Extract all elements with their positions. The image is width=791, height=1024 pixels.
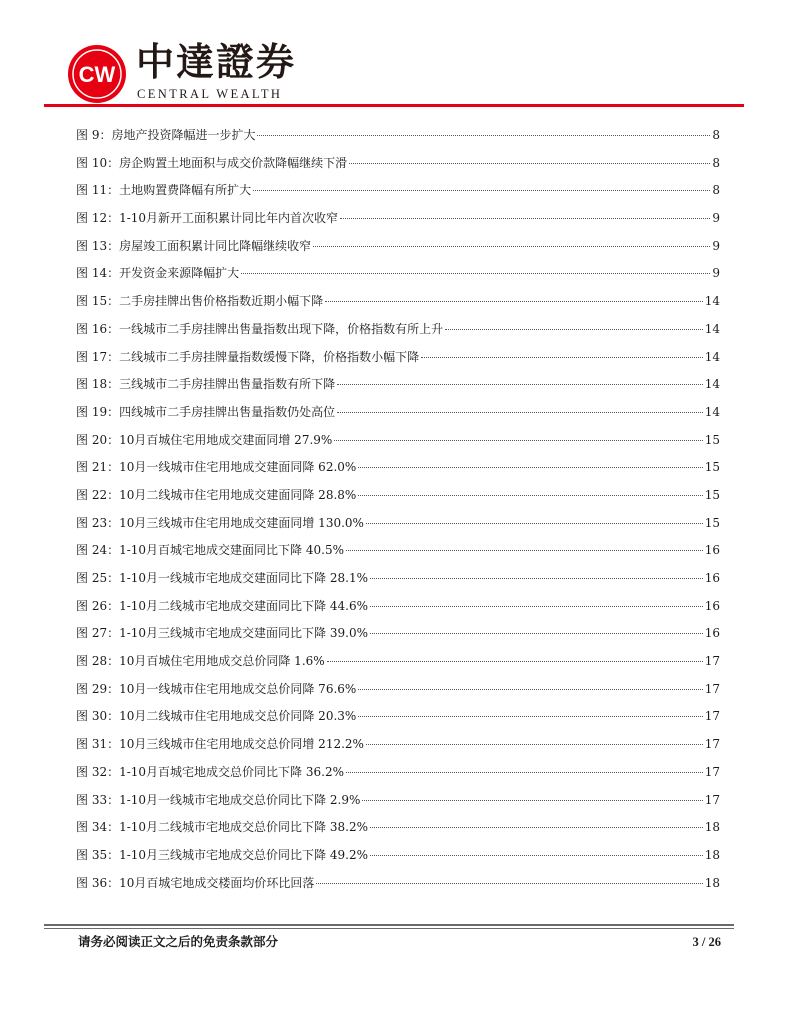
toc-leader-dots xyxy=(421,357,703,358)
toc-entry-label: 图 17： xyxy=(76,349,120,364)
toc-entry-label: 图 23： xyxy=(76,515,120,530)
toc-entry-page: 9 xyxy=(712,266,720,281)
toc-entry-label: 图 21： xyxy=(76,460,120,475)
toc-leader-dots xyxy=(366,744,703,745)
toc-leader-dots xyxy=(241,273,710,274)
toc-leader-dots xyxy=(370,578,703,579)
toc-entry-page: 15 xyxy=(704,487,720,502)
toc-entry-label: 图 12： xyxy=(76,211,120,226)
toc-entry-title: 10月三线城市住宅用地成交总价同增 212.2% xyxy=(119,737,364,752)
toc-entry-title: 1-10月百城宅地成交建面同比下降 40.5% xyxy=(119,543,344,558)
toc-leader-dots xyxy=(358,467,702,468)
toc-entry-page: 15 xyxy=(704,460,720,475)
toc-leader-dots xyxy=(253,190,710,191)
brand-name-cn: 中達證券 xyxy=(136,40,297,84)
toc-entry-page: 17 xyxy=(704,764,720,779)
toc-leader-dots xyxy=(337,384,703,385)
toc-entry-page: 9 xyxy=(712,238,720,253)
toc-entry-page: 8 xyxy=(712,155,720,170)
toc-entry[interactable] xyxy=(76,288,720,316)
toc-entry-title: 土地购置费降幅有所扩大 xyxy=(119,183,252,198)
toc-entry-label: 图 28： xyxy=(76,654,120,669)
toc-entry-page: 16 xyxy=(704,598,720,613)
toc-entry-label: 图 10： xyxy=(76,155,120,170)
toc-entry[interactable] xyxy=(76,150,720,178)
toc-entry-page: 18 xyxy=(704,820,720,835)
page-header xyxy=(0,0,791,110)
toc-leader-dots xyxy=(346,550,703,551)
toc-entry-title: 10月二线城市住宅用地成交建面同降 28.8% xyxy=(119,487,357,502)
toc-entry-page: 15 xyxy=(704,515,720,530)
toc-entry-title: 1-10月二线城市宅地成交总价同比下降 38.2% xyxy=(119,820,368,835)
toc-entry-label: 图 16： xyxy=(76,321,120,336)
toc-leader-dots xyxy=(257,135,710,136)
toc-entry-label: 图 32： xyxy=(76,764,120,779)
toc-entry[interactable] xyxy=(76,233,720,261)
toc-entry[interactable] xyxy=(76,344,720,372)
logo-letters: CW xyxy=(78,62,116,87)
toc-entry-page: 18 xyxy=(704,847,720,862)
toc-leader-dots xyxy=(362,800,702,801)
toc-leader-dots xyxy=(370,827,703,828)
toc-entry-label: 图 36： xyxy=(76,875,120,890)
toc-leader-dots xyxy=(358,689,702,690)
toc-entry[interactable] xyxy=(76,482,720,510)
toc-entry[interactable] xyxy=(76,316,720,344)
header-divider xyxy=(44,104,744,107)
toc-entry-page: 17 xyxy=(704,654,720,669)
toc-entry[interactable] xyxy=(76,731,720,759)
toc-entry[interactable] xyxy=(76,814,720,842)
toc-leader-dots xyxy=(316,883,702,884)
toc-entry[interactable] xyxy=(76,454,720,482)
toc-entry[interactable] xyxy=(76,177,720,205)
toc-entry-label: 图 24： xyxy=(76,543,120,558)
toc-entry-title: 10月百城住宅用地成交建面同增 27.9% xyxy=(119,432,333,447)
toc-leader-dots xyxy=(358,716,702,717)
toc-entry-label: 图 22： xyxy=(76,487,120,502)
toc-entry[interactable] xyxy=(76,427,720,455)
toc-entry[interactable] xyxy=(76,648,720,676)
toc-entry-label: 图 26： xyxy=(76,598,120,613)
company-logo-icon xyxy=(66,43,128,105)
toc-entry-title: 1-10月一线城市宅地成交总价同比下降 2.9% xyxy=(119,792,361,807)
toc-entry[interactable] xyxy=(76,565,720,593)
toc-entry-title: 1-10月二线城市宅地成交建面同比下降 44.6% xyxy=(119,598,368,613)
toc-leader-dots xyxy=(370,855,703,856)
toc-entry-label: 图 25： xyxy=(76,571,120,585)
toc-entry-title: 开发资金来源降幅扩大 xyxy=(119,266,240,281)
toc-entry-page: 9 xyxy=(712,211,720,226)
toc-entry-label: 图 15： xyxy=(76,294,120,309)
toc-leader-dots xyxy=(334,440,702,441)
toc-entry[interactable] xyxy=(76,122,720,150)
toc-leader-dots xyxy=(358,495,702,496)
toc-entry[interactable] xyxy=(76,371,720,399)
toc-entry-page: 14 xyxy=(704,321,720,336)
toc-entry-title: 1-10月新开工面积累计同比年内首次收窄 xyxy=(119,211,339,226)
toc-entry-page: 16 xyxy=(704,626,720,641)
toc-entry-page: 14 xyxy=(704,294,720,309)
toc-leader-dots xyxy=(349,163,710,164)
toc-entry-label: 图 30： xyxy=(76,709,120,724)
toc-entry-title: 房地产投资降幅进一步扩大 xyxy=(111,128,256,142)
toc-entry[interactable] xyxy=(76,787,720,815)
toc-entry-title: 1-10月一线城市宅地成交建面同比下降 28.1% xyxy=(119,571,368,585)
toc-entry-title: 二手房挂牌出售价格指数近期小幅下降 xyxy=(119,294,324,309)
toc-entry-page: 8 xyxy=(712,128,720,142)
toc-entry[interactable] xyxy=(76,703,720,731)
toc-entry[interactable] xyxy=(76,676,720,704)
toc-entry-page: 17 xyxy=(704,681,720,696)
toc-entry-page: 15 xyxy=(704,432,720,447)
toc-entry-label: 图 19： xyxy=(76,404,120,419)
toc-entry-label: 图 34： xyxy=(76,820,120,835)
toc-entry-page: 18 xyxy=(704,875,720,890)
toc-entry[interactable] xyxy=(76,399,720,427)
toc-entry-page: 14 xyxy=(704,349,720,364)
toc-entry-label: 图 9： xyxy=(76,128,112,142)
toc-entry-page: 16 xyxy=(704,543,720,558)
toc-entry-title: 10月百城住宅用地成交总价同降 1.6% xyxy=(119,654,325,669)
toc-entry[interactable] xyxy=(76,842,720,870)
toc-entry-label: 图 20： xyxy=(76,432,120,447)
toc-leader-dots xyxy=(313,246,710,247)
toc-leader-dots xyxy=(346,772,703,773)
toc-entry-title: 四线城市二手房挂牌出售量指数仍处高位 xyxy=(119,404,336,419)
toc-entry-title: 1-10月三线城市宅地成交建面同比下降 39.0% xyxy=(119,626,368,641)
footer-page-number: 3 / 26 xyxy=(692,935,721,949)
toc-leader-dots xyxy=(366,523,703,524)
toc-entry-title: 10月三线城市住宅用地成交建面同增 130.0% xyxy=(119,515,364,530)
toc-entry-page: 17 xyxy=(704,737,720,752)
figure-index-list xyxy=(76,122,720,897)
brand-name-en: CENTRAL WEALTH xyxy=(137,87,283,101)
toc-entry-title: 三线城市二手房挂牌出售量指数有所下降 xyxy=(119,377,336,392)
footer-disclaimer: 请务必阅读正文之后的免责条款部分 xyxy=(78,934,279,949)
toc-leader-dots xyxy=(325,301,703,302)
toc-entry[interactable] xyxy=(76,260,720,288)
toc-leader-dots xyxy=(370,606,703,607)
toc-entry-title: 1-10月三线城市宅地成交总价同比下降 49.2% xyxy=(119,847,368,862)
toc-entry[interactable] xyxy=(76,759,720,787)
toc-entry-label: 图 35： xyxy=(76,847,120,862)
footer-divider-thin xyxy=(44,928,734,929)
toc-entry-page: 8 xyxy=(712,183,720,198)
toc-entry-title: 房企购置土地面积与成交价款降幅继续下滑 xyxy=(119,155,348,170)
toc-entry-title: 房屋竣工面积累计同比降幅继续收窄 xyxy=(119,238,312,253)
toc-leader-dots xyxy=(327,661,703,662)
toc-entry-label: 图 11： xyxy=(76,183,120,198)
toc-entry-title: 一线城市二手房挂牌出售量指数出现下降，价格指数有所上升 xyxy=(119,321,444,336)
toc-entry[interactable] xyxy=(76,537,720,565)
toc-entry[interactable] xyxy=(76,205,720,233)
toc-entry-label: 图 27： xyxy=(76,626,120,641)
toc-entry-page: 17 xyxy=(704,709,720,724)
toc-entry-title: 10月二线城市住宅用地成交总价同降 20.3% xyxy=(119,709,357,724)
footer-divider xyxy=(44,924,734,926)
toc-entry-title: 10月百城宅地成交楼面均价环比回落 xyxy=(119,875,315,890)
toc-leader-dots xyxy=(340,218,710,219)
toc-entry-title: 10月一线城市住宅用地成交总价同降 76.6% xyxy=(119,681,357,696)
toc-entry-title: 1-10月百城宅地成交总价同比下降 36.2% xyxy=(119,764,344,779)
toc-entry-label: 图 18： xyxy=(76,377,120,392)
toc-entry[interactable] xyxy=(76,870,720,898)
toc-entry-page: 17 xyxy=(704,792,720,807)
toc-entry-title: 二线城市二手房挂牌量指数缓慢下降，价格指数小幅下降 xyxy=(119,349,420,364)
toc-entry-label: 图 29： xyxy=(76,681,120,696)
toc-entry-label: 图 33： xyxy=(76,792,120,807)
toc-entry[interactable] xyxy=(76,510,720,538)
toc-entry[interactable] xyxy=(76,620,720,648)
toc-leader-dots xyxy=(445,329,703,330)
toc-entry-page: 16 xyxy=(704,571,720,585)
toc-leader-dots xyxy=(337,412,703,413)
toc-entry-page: 14 xyxy=(704,377,720,392)
toc-leader-dots xyxy=(370,633,703,634)
toc-entry[interactable] xyxy=(76,593,720,621)
toc-entry-label: 图 14： xyxy=(76,266,120,281)
toc-entry-label: 图 13： xyxy=(76,238,120,253)
toc-entry-title: 10月一线城市住宅用地成交建面同降 62.0% xyxy=(119,460,357,475)
toc-entry-page: 14 xyxy=(704,404,720,419)
toc-entry-label: 图 31： xyxy=(76,737,120,752)
